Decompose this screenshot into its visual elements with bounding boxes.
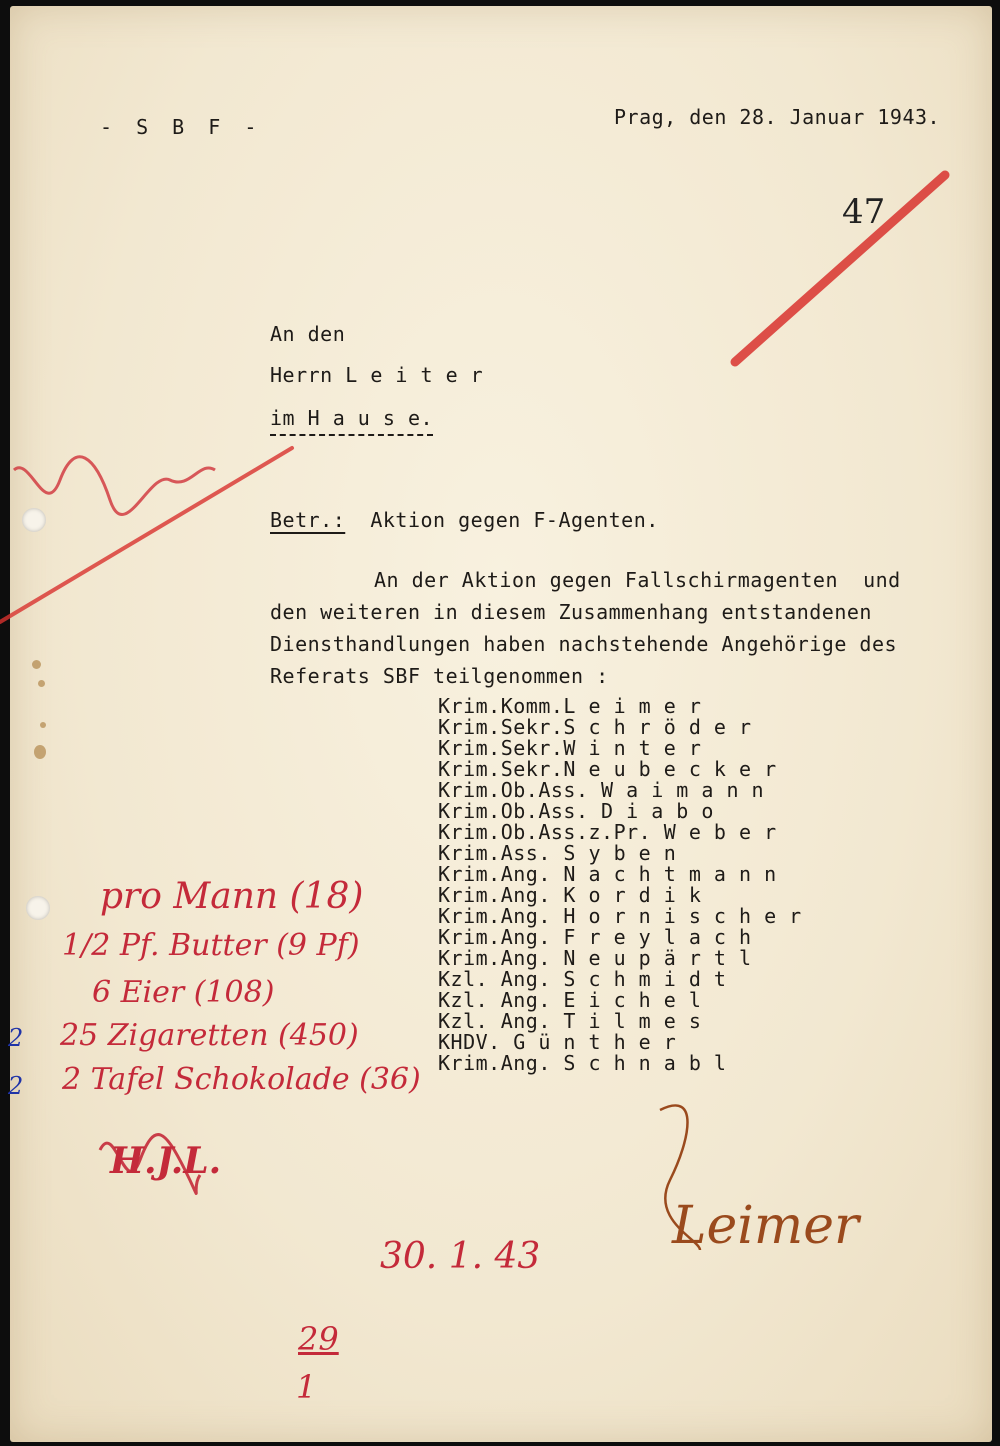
blue-mark-1: 2 (8, 1024, 24, 1052)
list-item: Krim.Ob.Ass. D i a b o (438, 799, 714, 823)
list-item: Krim.Sekr.W i n t e r (438, 736, 702, 760)
address-in: im (270, 406, 296, 430)
body-line-2: den weiteren in diesem Zusammenhang entstandenen (270, 600, 872, 624)
red-strike-diagonal (735, 175, 945, 362)
note-date: 30. 1. 43 (380, 1236, 541, 1277)
list-item: KHDV. G ü n t h e r (438, 1030, 677, 1054)
list-item: Kzl. Ang. E i c h e l (438, 988, 702, 1012)
signature: Leimer (672, 1196, 859, 1256)
list-item: Krim.Ang. N a c h t m a n n (438, 862, 777, 886)
place-date: Prag, den 28. Januar 1943. (614, 105, 941, 129)
body-line-3: Diensthandlungen haben nachstehende Angehörige des (270, 632, 898, 656)
red-scribble-initials-top (14, 457, 215, 515)
list-item: Krim.Ang. N e u p ä r t l (438, 946, 752, 970)
list-item: Krim.Ang. S c h n a b l (438, 1051, 727, 1075)
file-ref-bottom: 1 (296, 1368, 317, 1406)
initials-red: H.J.L. (110, 1140, 222, 1182)
subject-label: Betr.: (270, 508, 346, 532)
list-item: Kzl. Ang. S c h m i d t (438, 967, 727, 991)
address-recipient: L e i t e r (345, 363, 484, 387)
blue-mark-2: 2 (8, 1072, 24, 1100)
list-item: Krim.Ang. H o r n i s c h e r (438, 904, 802, 928)
address-line-1: An den (270, 322, 346, 346)
body-line-4: Referats SBF teilgenommen : (270, 664, 609, 688)
list-item: Krim.Ob.Ass.z.Pr. W e b e r (438, 820, 777, 844)
ration-eggs: 6 Eier (108) (92, 975, 275, 1010)
per-man-note: pro Mann (18) (100, 876, 364, 917)
address-house: H a u s e. (307, 406, 434, 430)
list-item: Krim.Ang. K o r d i k (438, 883, 702, 907)
list-item: Kzl. Ang. T i l m e s (438, 1009, 702, 1033)
red-strike-left (0, 448, 292, 622)
office-code: - S B F - (100, 115, 263, 139)
list-item: Krim.Komm.L e i m e r (438, 694, 702, 718)
page-number: 47 (842, 192, 886, 232)
ration-butter: 1/2 Pf. Butter (9 Pf) (62, 928, 360, 963)
list-item: Krim.Ass. S y b e n (438, 841, 677, 865)
ration-chocolate: 2 Tafel Schokolade (36) (62, 1062, 421, 1097)
list-item: Krim.Ob.Ass. W a i m a n n (438, 778, 765, 802)
ration-cigarettes: 25 Zigaretten (450) (60, 1018, 359, 1053)
file-ref-top: 29 (298, 1320, 339, 1358)
subject-text: Aktion gegen F-Agenten. (370, 508, 659, 532)
list-item: Krim.Ang. F r e y l a c h (438, 925, 752, 949)
list-item: Krim.Sekr.S c h r ö d e r (438, 715, 752, 739)
list-item: Krim.Sekr.N e u b e c k e r (438, 757, 777, 781)
body-line-1: An der Aktion gegen Fallschirmagenten und (374, 568, 901, 592)
address-salutation: Herrn (270, 363, 333, 387)
